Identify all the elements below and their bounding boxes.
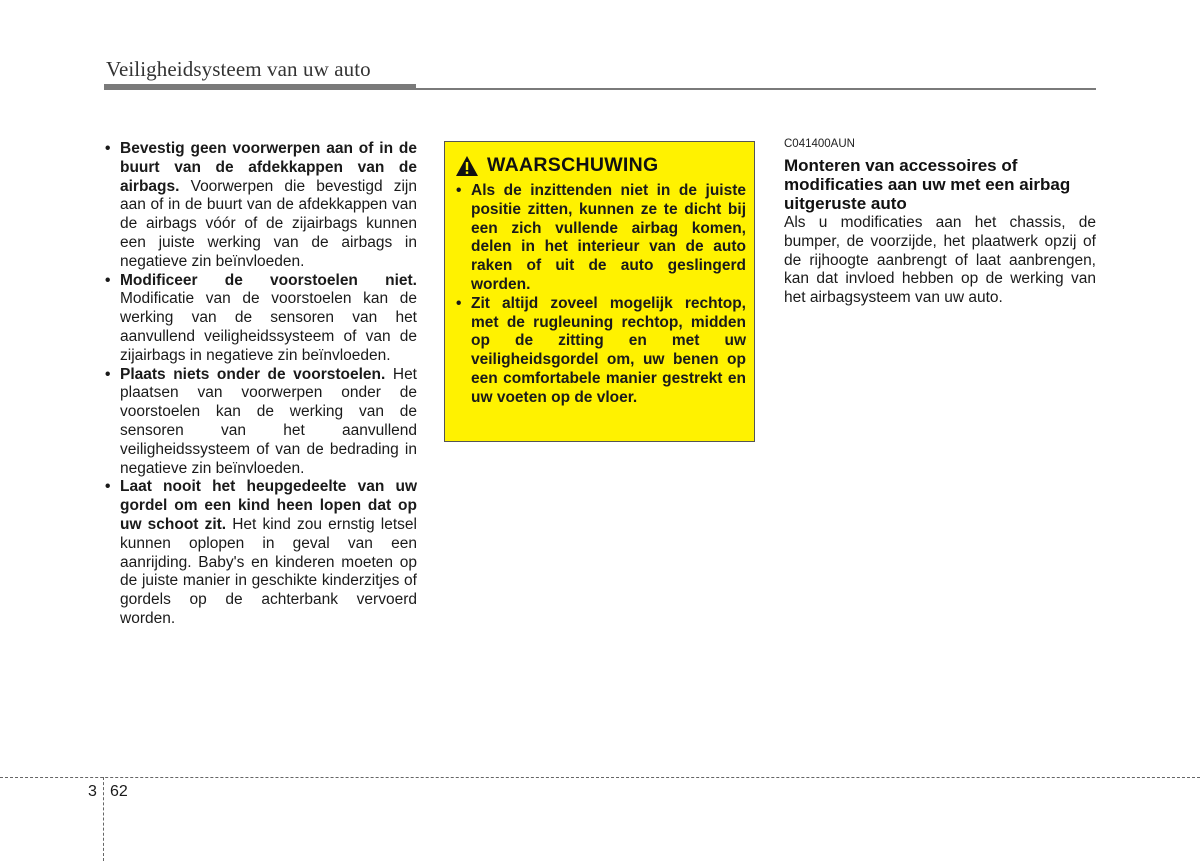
chapter-number: 3 xyxy=(88,783,97,800)
header-rule-thin xyxy=(416,88,1096,90)
bullet-item xyxy=(104,366,417,479)
bullet-text: Modificatie van de voorstoelen kan de werking van de sensoren van het aanvullend veiligheidssysteem of van de zijairbags in negatieve zin beïnvloeden. xyxy=(120,290,417,364)
bullet-bold: Modificeer de voorstoelen niet. xyxy=(120,271,417,289)
warning-item: • Als de inzittenden niet in de juiste positie zitten, kunnen ze te dicht bij een zich vullende airbag komen, delen in het interieur van de auto raken of uit de auto geslingerd worden. xyxy=(455,182,746,295)
warning-header xyxy=(455,154,659,177)
bullet-text: Het kind zou ernstig letsel kunnen oplopen in geval van een aanrijding. Baby's en kinderen moeten op de juiste manier in geschikte kinderzitjes of gordels op de achterbank vervoerd worden. xyxy=(120,515,417,627)
warning-item: • Zit altijd zoveel mogelijk rechtop, met de rugleuning rechtop, midden op de zitting en met uw veiligheidsgordel om, uw benen op een comfortabele manier gestrekt en uw voeten op de vloer. xyxy=(455,295,746,408)
bullet-bold: Laat nooit het heupgedeelte van uw gordel om een kind heen lopen dat op uw schoot zit. xyxy=(120,478,417,533)
warning-list xyxy=(455,182,746,408)
warning-box xyxy=(444,141,755,442)
footer-divider xyxy=(0,777,1200,778)
bullet-text: Het plaatsen van voorwerpen onder de voorstoelen kan de werking van de sensoren van het aanvullend veiligheidssysteem of van de bedrading in negatieve zin beïnvloeden. xyxy=(120,365,417,477)
page-header-title: Veiligheidsysteem van uw auto xyxy=(106,57,371,81)
bullet-bold: Plaats niets onder de voorstoelen. xyxy=(120,365,386,383)
right-column xyxy=(784,138,1096,308)
bullet-text: Voorwerpen die bevestigd zijn aan of in de buurt van de afdekkappen van de airbags vóór of de zijairbags kunnen een juiste werking van de airbags in negatieve zin beïnvloeden. xyxy=(120,177,417,270)
left-column xyxy=(104,140,417,629)
footer-vertical-divider xyxy=(103,777,104,861)
section-title: Monteren van accessoires of modificaties aan uw met een airbag uitgeruste auto xyxy=(784,156,1071,213)
bullet-item xyxy=(104,478,417,628)
section-body: Als u modificaties aan het chassis, de bumper, de voorzijde, het plaatwerk opzij of de rijhoogte aanbrengt of laat aanbrengen, kan dat invloed hebben op de werking van het airbagsysteem van uw auto. xyxy=(784,214,1096,307)
header-rule-thick xyxy=(104,84,416,90)
warning-triangle-icon xyxy=(455,155,479,177)
bullet-item xyxy=(104,272,417,366)
warning-title: WAARSCHUWING xyxy=(487,154,659,176)
bullet-item xyxy=(104,140,417,272)
page-number: 62 xyxy=(110,783,128,800)
section-code: C041400AUN xyxy=(784,138,855,150)
bullet-bold: Bevestig geen voorwerpen aan of in de buurt van de afdekkappen van de airbags. xyxy=(120,140,417,195)
